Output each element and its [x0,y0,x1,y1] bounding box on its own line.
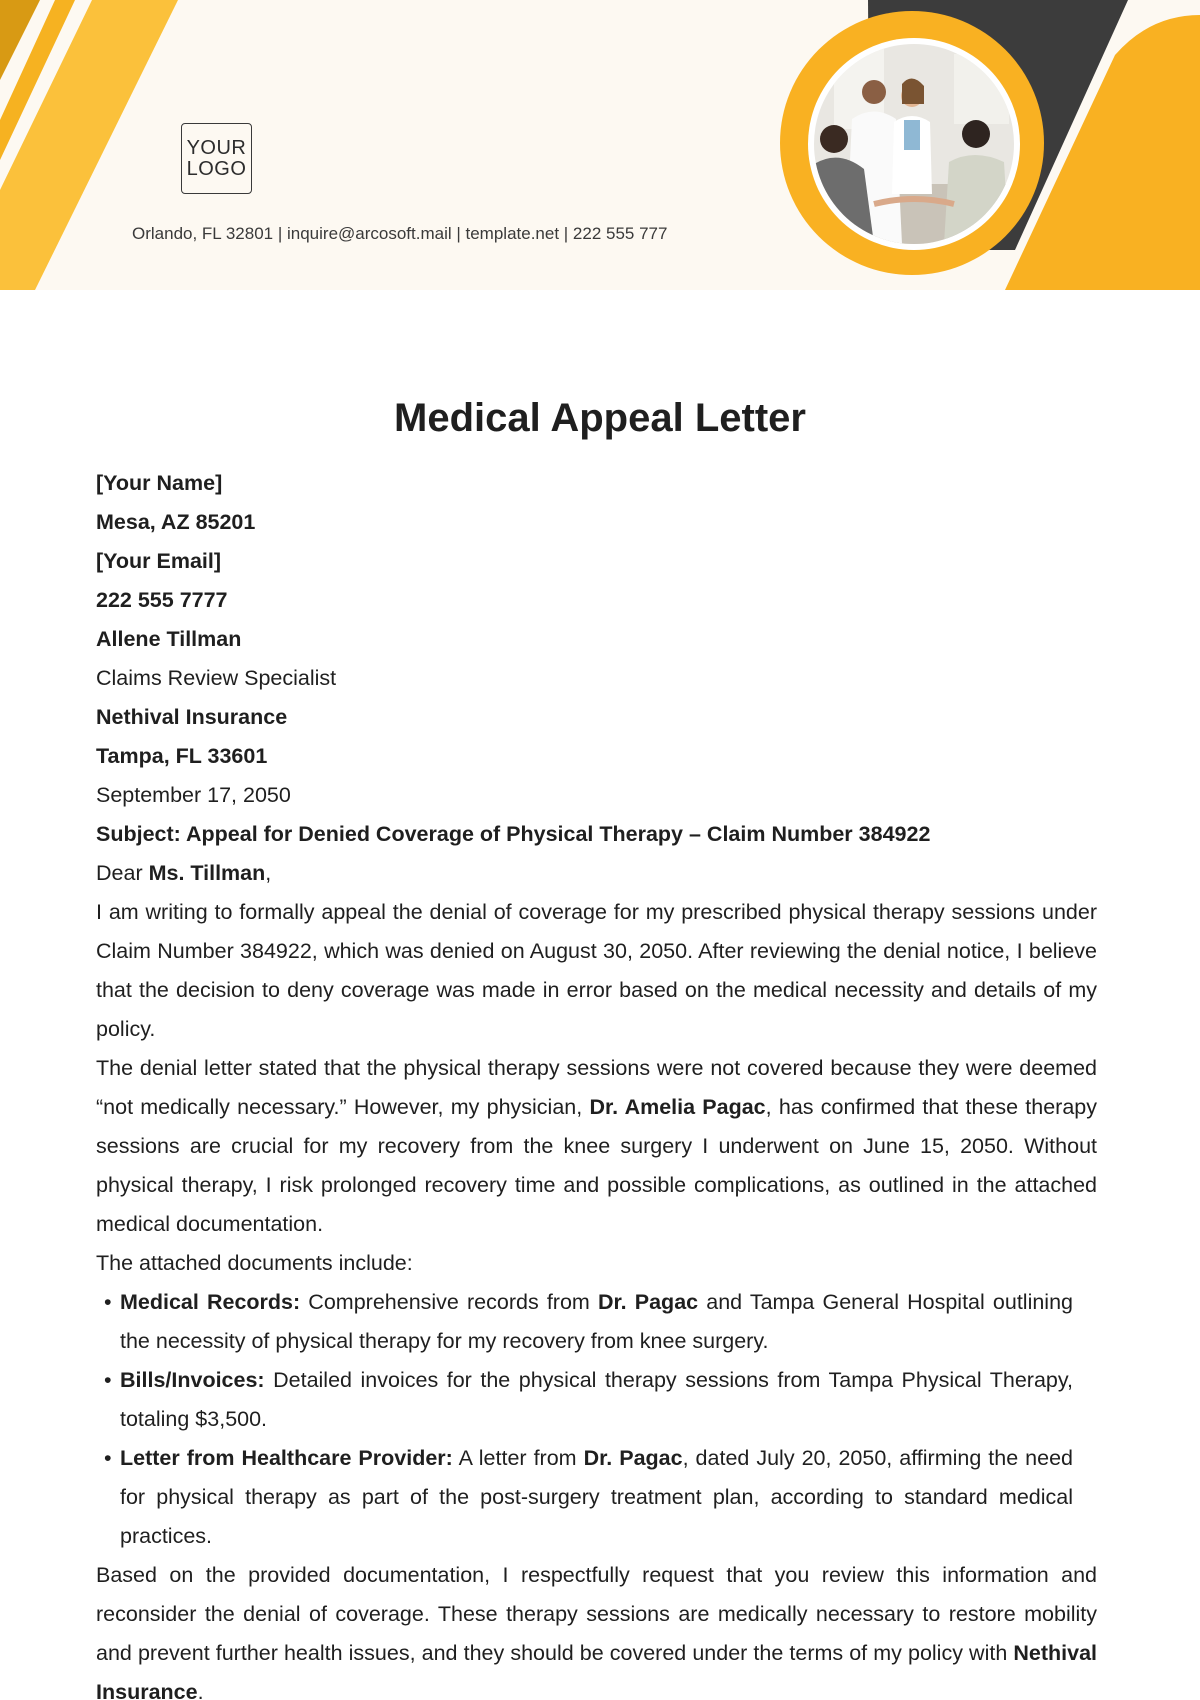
salutation: Dear Ms. Tillman, [96,861,272,885]
letterhead [0,0,1200,290]
paragraph-intro: I am writing to formally appeal the denial of coverage for my prescribed physical therapy sessions under Claim Number 384922, which was denied on August 30, 2050. After reviewing the denial notice, I believe that the decision to deny coverage was made in error based on the medical necessity and details of my policy. [96,900,1097,1041]
sender-email: [Your Email] [96,549,222,573]
documents-intro: The attached documents include: [96,1251,413,1275]
sender-name: [Your Name] [96,471,223,495]
physician-name: Dr. Amelia Pagac [589,1095,766,1119]
logo-text-line2: LOGO [186,157,247,180]
paragraph-request: Based on the provided documentation, I respectfully request that you review this information and reconsider the denial of coverage. These therapy sessions are medically necessary to restore mobility and prevent further health issues, and they should be covered under the terms of my policy with Nethival Insurance. [96,1563,1097,1700]
logo-text-line1: YOUR [186,136,247,159]
list-item: • Medical Records: Comprehensive records from Dr. Pagac and Tampa General Hospital outlining the necessity of physical therapy for my recovery from knee surgery. [120,1283,1073,1361]
contact-info: Orlando, FL 32801 | inquire@arcosoft.mail | template.net | 222 555 777 [132,224,668,243]
letter-date: September 17, 2050 [96,783,291,807]
recipient-company: Nethival Insurance [96,705,288,729]
list-item: • Letter from Healthcare Provider: A letter from Dr. Pagac, dated July 20, 2050, affirming the need for physical therapy as part of the post-surgery treatment plan, according to standard medical practices. [120,1439,1073,1556]
letter-body [96,464,1097,1700]
sender-phone: 222 555 7777 [96,588,228,612]
recipient-city: Tampa, FL 33601 [96,744,268,768]
letterhead-decoration [0,0,1200,290]
documents-list [96,1283,1097,1556]
header-photo [808,38,1020,250]
list-item: • Bills/Invoices: Detailed invoices for the physical therapy sessions from Tampa Physical Therapy, totaling $3,500. [120,1361,1073,1439]
paragraph-denial: The denial letter stated that the physical therapy sessions were not covered because they were deemed “not medically necessary.” However, my physician, Dr. Amelia Pagac, has confirmed that these therapy sessions are crucial for my recovery from the knee surgery I underwent on June 15, 2050. Without physical therapy, I risk prolonged recovery time and possible complications, as outlined in the attached medical documentation. [96,1056,1098,1236]
recipient-name: Allene Tillman [96,627,242,651]
doctor-patient-photo [814,44,1014,244]
sender-city: Mesa, AZ 85201 [96,510,256,534]
stripe-gold-2 [0,0,178,290]
recipient-role: Claims Review Specialist [96,666,337,690]
page-title: Medical Appeal Letter [394,396,806,440]
subject-line: Subject: Appeal for Denied Coverage of Physical Therapy – Claim Number 384922 [96,822,931,846]
company-logo [181,123,252,194]
